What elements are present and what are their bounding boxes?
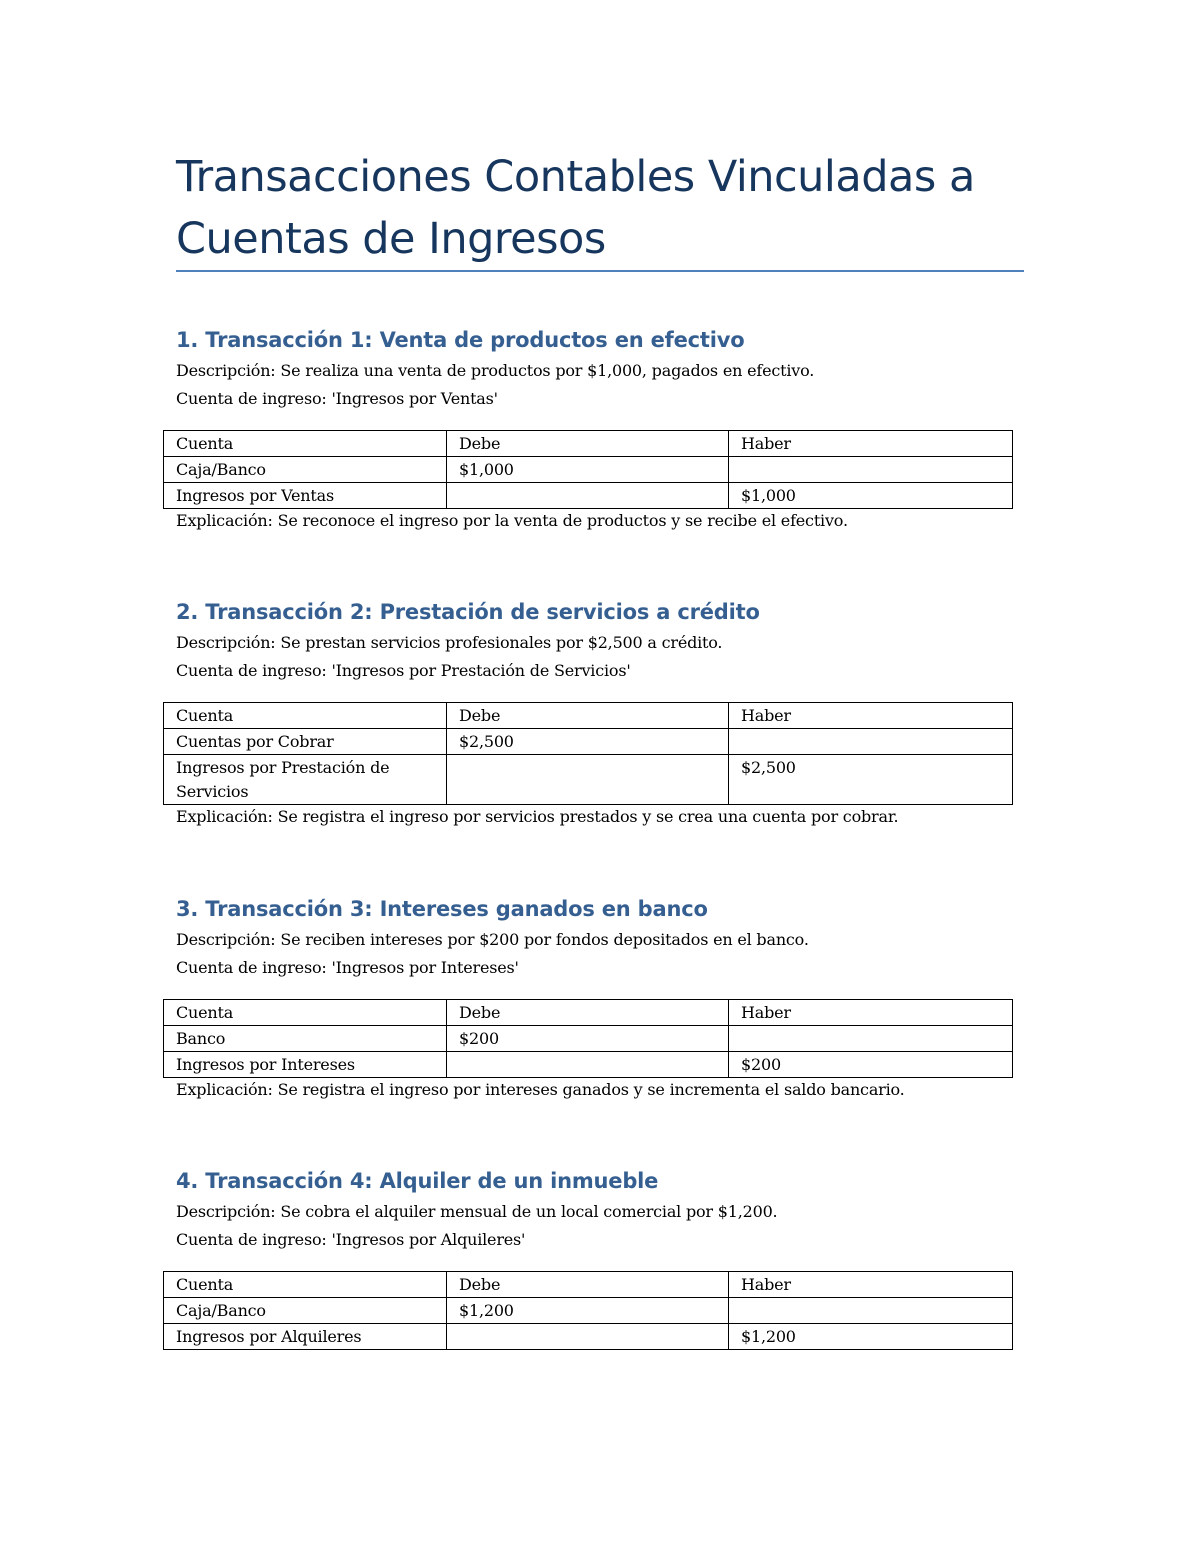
table-header-row [164, 703, 1013, 729]
header-debit: Debe [447, 703, 729, 729]
cell-debit: $200 [447, 1026, 729, 1052]
transaction-section-4 [176, 1166, 1024, 1350]
cell-debit: $1,200 [447, 1298, 729, 1324]
cell-account: Caja/Banco [164, 457, 447, 483]
cell-debit [447, 1052, 729, 1078]
section-heading: 2. Transacción 2: Prestación de servicios a crédito [176, 600, 760, 624]
table-row [164, 729, 1013, 755]
cell-debit [447, 1324, 729, 1350]
journal-entry-table [163, 1271, 1013, 1350]
document-title: Transacciones Contables Vinculadas a Cuentas de Ingresos [176, 152, 975, 264]
cell-account: Banco [164, 1026, 447, 1052]
transaction-explanation: Explicación: Se registra el ingreso por servicios prestados y se crea una cuenta por cobrar. [176, 807, 899, 826]
header-credit: Haber [729, 431, 1013, 457]
cell-credit [729, 729, 1013, 755]
transaction-description: Descripción: Se prestan servicios profesionales por $2,500 a crédito. [176, 633, 723, 652]
header-account: Cuenta [164, 703, 447, 729]
transaction-explanation: Explicación: Se reconoce el ingreso por la venta de productos y se recibe el efectivo. [176, 511, 848, 530]
journal-entry-table [163, 999, 1013, 1078]
table-header-row [164, 1272, 1013, 1298]
cell-credit: $2,500 [729, 755, 1013, 805]
transaction-section-2 [176, 597, 1024, 827]
cell-credit [729, 457, 1013, 483]
table-header-row [164, 431, 1013, 457]
cell-debit: $2,500 [447, 729, 729, 755]
transaction-description: Descripción: Se cobra el alquiler mensual de un local comercial por $1,200. [176, 1202, 778, 1221]
header-credit: Haber [729, 1272, 1013, 1298]
header-debit: Debe [447, 431, 729, 457]
cell-credit [729, 1026, 1013, 1052]
transaction-description: Descripción: Se realiza una venta de productos por $1,000, pagados en efectivo. [176, 361, 815, 380]
table-row [164, 1052, 1013, 1078]
cell-account: Cuentas por Cobrar [164, 729, 447, 755]
cell-account: Ingresos por Alquileres [164, 1324, 447, 1350]
cell-debit: $1,000 [447, 457, 729, 483]
cell-debit [447, 755, 729, 805]
table-row [164, 755, 1013, 805]
transaction-section-1 [176, 325, 1024, 531]
header-debit: Debe [447, 1000, 729, 1026]
section-heading: 4. Transacción 4: Alquiler de un inmueble [176, 1169, 659, 1193]
transaction-section-3 [176, 894, 1024, 1100]
table-row [164, 457, 1013, 483]
header-credit: Haber [729, 703, 1013, 729]
cell-debit [447, 483, 729, 509]
cell-credit [729, 1298, 1013, 1324]
transaction-explanation: Explicación: Se registra el ingreso por intereses ganados y se incrementa el saldo bancario. [176, 1080, 905, 1099]
transaction-description: Descripción: Se reciben intereses por $200 por fondos depositados en el banco. [176, 930, 809, 949]
cell-account: Ingresos por Intereses [164, 1052, 447, 1078]
header-account: Cuenta [164, 431, 447, 457]
cell-credit: $1,200 [729, 1324, 1013, 1350]
header-account: Cuenta [164, 1000, 447, 1026]
section-heading: 3. Transacción 3: Intereses ganados en banco [176, 897, 708, 921]
cell-account: Ingresos por Ventas [164, 483, 447, 509]
header-debit: Debe [447, 1272, 729, 1298]
income-account-label: Cuenta de ingreso: 'Ingresos por Intereses' [176, 958, 519, 977]
table-row [164, 1026, 1013, 1052]
cell-account: Ingresos por Prestación de Servicios [164, 755, 447, 805]
section-heading: 1. Transacción 1: Venta de productos en efectivo [176, 328, 745, 352]
header-credit: Haber [729, 1000, 1013, 1026]
title-underline [176, 270, 1024, 272]
income-account-label: Cuenta de ingreso: 'Ingresos por Alquileres' [176, 1230, 526, 1249]
cell-credit: $1,000 [729, 483, 1013, 509]
table-row [164, 1298, 1013, 1324]
journal-entry-table [163, 430, 1013, 509]
cell-credit: $200 [729, 1052, 1013, 1078]
journal-entry-table [163, 702, 1013, 805]
table-row [164, 483, 1013, 509]
cell-account: Caja/Banco [164, 1298, 447, 1324]
income-account-label: Cuenta de ingreso: 'Ingresos por Prestación de Servicios' [176, 661, 631, 680]
header-account: Cuenta [164, 1272, 447, 1298]
income-account-label: Cuenta de ingreso: 'Ingresos por Ventas' [176, 389, 498, 408]
table-header-row [164, 1000, 1013, 1026]
table-row [164, 1324, 1013, 1350]
